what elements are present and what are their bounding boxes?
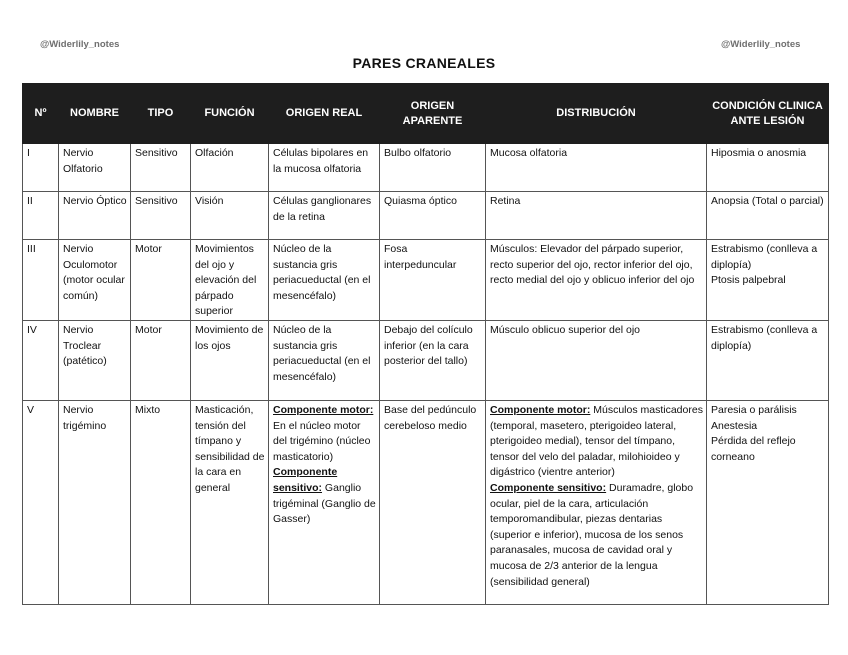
cell-num: III <box>23 240 59 321</box>
component-sensitivo-label: Componente sensitivo: <box>490 481 607 494</box>
condicion-line: Paresia o parálisis <box>711 403 797 416</box>
table-row <box>23 192 829 240</box>
cell-origen-real: Núcleo de la sustancia gris periacueductal (en el mesencéfalo) <box>269 320 380 400</box>
cell-origen-aparente: Base del pedúnculo cerebeloso medio <box>380 400 486 604</box>
table-row <box>23 320 829 400</box>
cell-tipo: Motor <box>131 320 191 400</box>
cell-funcion: Masticación, tensión del tímpano y sensibilidad de la cara en general <box>191 400 269 604</box>
cell-tipo: Sensitivo <box>131 144 191 192</box>
cell-origen-aparente: Bulbo olfatorio <box>380 144 486 192</box>
header-num: Nº <box>23 84 59 144</box>
table-row <box>23 400 829 604</box>
cell-condicion: Estrabismo (conlleva a diplopía) <box>707 320 829 400</box>
component-sensitivo-text: Ganglio trigéminal (Ganglio de Gasser) <box>273 481 376 526</box>
component-motor-text: En el núcleo motor del trigémino (núcleo masticatorio) <box>273 419 371 463</box>
header-nombre: NOMBRE <box>59 84 131 144</box>
cell-tipo: Motor <box>131 240 191 321</box>
cell-distribucion: Músculo oblicuo superior del ojo <box>486 320 707 400</box>
cell-condicion <box>707 240 829 321</box>
page-title: PARES CRANEALES <box>352 55 496 71</box>
component-motor-label: Componente motor: <box>273 403 374 416</box>
cell-tipo: Mixto <box>131 400 191 604</box>
cell-funcion: Olfación <box>191 144 269 192</box>
cell-nombre: Nervio Troclear (patético) <box>59 320 131 400</box>
cell-num: I <box>23 144 59 192</box>
header-condicion: CONDICIÓN CLINICA ANTE LESIÓN <box>707 84 829 144</box>
component-motor-label: Componente motor: <box>490 403 591 416</box>
header-distribucion: DISTRIBUCIÓN <box>486 84 707 144</box>
cell-origen-real: Células bipolares en la mucosa olfatoria <box>269 144 380 192</box>
cell-condicion: Anopsia (Total o parcial) <box>707 192 829 240</box>
header-origen-aparente: ORIGEN APARENTE <box>380 84 486 144</box>
cell-distribucion: Retina <box>486 192 707 240</box>
cell-nombre: Nervio Óptico <box>59 192 131 240</box>
condicion-line: Pérdida del reflejo corneano <box>711 435 796 463</box>
cell-condicion <box>707 400 829 604</box>
cell-nombre: Nervio Oculomotor (motor ocular común) <box>59 240 131 321</box>
cell-funcion: Movimiento de los ojos <box>191 320 269 400</box>
header-tipo: TIPO <box>131 84 191 144</box>
component-sensitivo-text: Duramadre, globo ocular, piel de la cara, articulación temporomandibular, piezas dentarias (superior e inferior), mucosa de los senos paranasales, mucosa de cavidad oral y mucosa de 2/3 anterior de la lengua (sensibilidad general) <box>490 481 694 588</box>
component-sensitivo-label: Componente sensitivo: <box>273 466 338 494</box>
header-origen-real: ORIGEN REAL <box>269 84 380 144</box>
condicion-line: Estrabismo (conlleva a diplopía) <box>711 243 818 271</box>
watermark-right: @Widerlily_notes <box>721 39 801 50</box>
cell-num: V <box>23 400 59 604</box>
table-header-row <box>23 84 829 144</box>
cell-origen-aparente: Fosa interpeduncular <box>380 240 486 321</box>
table-row <box>23 144 829 192</box>
cell-origen-real: Células ganglionares de la retina <box>269 192 380 240</box>
cell-funcion: Visión <box>191 192 269 240</box>
watermark-left: @Widerlily_notes <box>40 39 120 50</box>
cell-funcion: Movimientos del ojo y elevación del párpado superior <box>191 240 269 321</box>
cell-tipo: Sensitivo <box>131 192 191 240</box>
cell-origen-aparente: Quiasma óptico <box>380 192 486 240</box>
cell-distribucion <box>486 400 707 604</box>
cell-distribucion: Músculos: Elevador del párpado superior, recto superior del ojo, rector inferior del ojo, recto medial del ojo y oblicuo inferior del ojo <box>486 240 707 321</box>
condicion-line: Anestesia <box>711 419 758 432</box>
cranial-nerves-table <box>22 83 829 605</box>
cell-nombre: Nervio trigémino <box>59 400 131 604</box>
cell-condicion: Hiposmia o anosmia <box>707 144 829 192</box>
cell-distribucion: Mucosa olfatoria <box>486 144 707 192</box>
cell-origen-aparente: Debajo del colículo inferior (en la cara posterior del tallo) <box>380 320 486 400</box>
cell-num: IV <box>23 320 59 400</box>
component-motor-text: Músculos masticadores (temporal, masetero, pterigoideo lateral, pterigoideo medial), tensor del tímpano, tensor del velo del paladar, milohioideo y digástrico (vientre anterior) <box>490 403 703 479</box>
cell-nombre: Nervio Olfatorio <box>59 144 131 192</box>
table-row <box>23 240 829 321</box>
cell-num: II <box>23 192 59 240</box>
condicion-line: Ptosis palpebral <box>711 274 786 287</box>
header-funcion: FUNCIÓN <box>191 84 269 144</box>
cell-origen-real: Núcleo de la sustancia gris periacueductal (en el mesencéfalo) <box>269 240 380 321</box>
cell-origen-real <box>269 400 380 604</box>
